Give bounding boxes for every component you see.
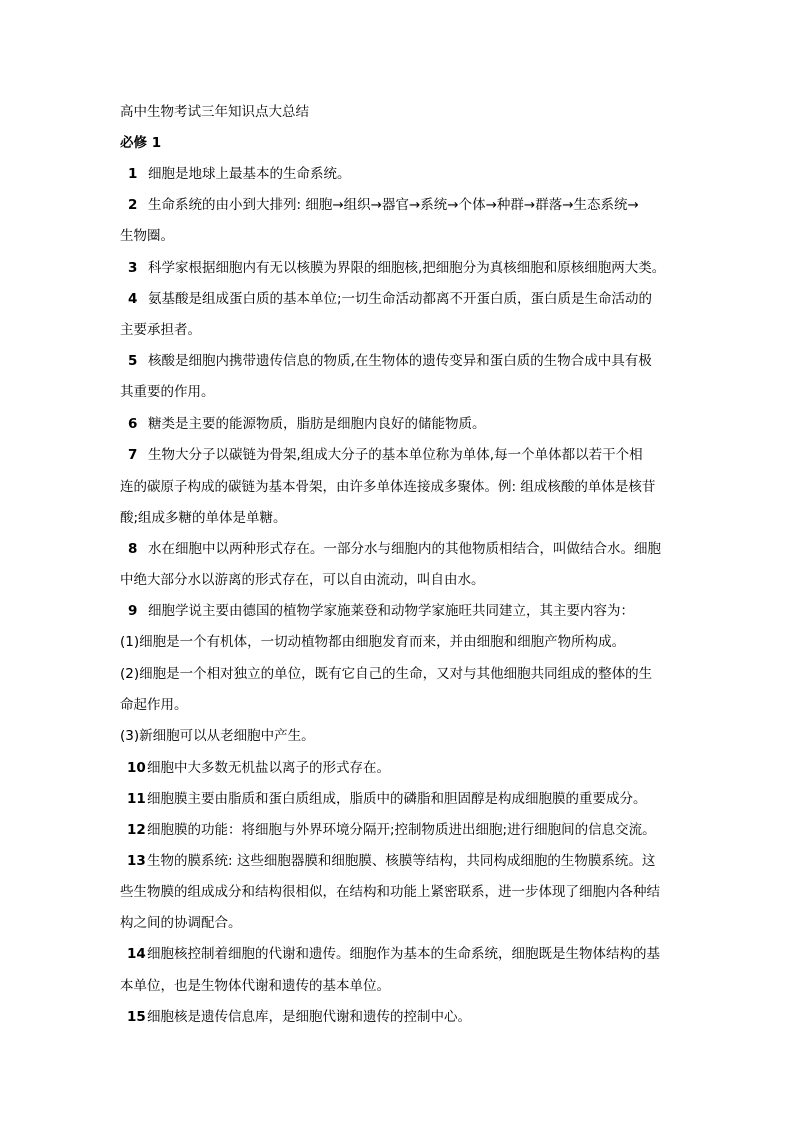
item-text: 细胞膜主要由脂质和蛋白质组成，脂质中的磷脂和胆固醇是构成细胞膜的重要成分。 xyxy=(147,791,647,807)
list-item xyxy=(127,790,647,808)
item-text: 细胞是地球上最基本的生命系统。 xyxy=(148,166,351,182)
item-text: 细胞核控制着细胞的代谢和遗传。细胞作为基本的生命系统，细胞既是生物体结构的基 xyxy=(147,946,660,962)
item-number: 2 xyxy=(128,197,138,213)
item-text: 糖类是主要的能源物质，脂肪是细胞内良好的储能物质。 xyxy=(148,416,486,432)
item-text-continued: 些生物膜的组成成分和结构很相似，在结构和功能上紧密联系，进一步体现了细胞内各种结 xyxy=(120,884,660,900)
list-item xyxy=(128,352,652,370)
list-item xyxy=(127,1008,471,1026)
item-number: 10 xyxy=(127,760,146,776)
item-number: 8 xyxy=(128,541,138,557)
item-text: 细胞核是遗传信息库，是细胞代谢和遗传的控制中心。 xyxy=(147,1009,471,1025)
list-item xyxy=(128,259,665,277)
list-item xyxy=(128,602,634,620)
item-number: 5 xyxy=(128,353,138,369)
item-text: 细胞膜的功能：将细胞与外界环境分隔开;控制物质进出细胞;进行细胞间的信息交流。 xyxy=(147,822,656,838)
item-number: 12 xyxy=(127,822,146,838)
item-text: 生物的膜系统: 这些细胞器膜和细胞膜、核膜等结构，共同构成细胞的生物膜系统。这 xyxy=(147,853,656,869)
list-item xyxy=(128,540,661,558)
item-text: 生命系统的由小到大排列: 细胞→组织→器官→系统→个体→种群→群落→生态系统→ xyxy=(148,197,639,213)
item-text-continued: 生物圈。 xyxy=(120,228,174,244)
item-number: 7 xyxy=(128,447,138,463)
item-number: 13 xyxy=(127,853,146,869)
item-text-continued: 其重要的作用。 xyxy=(120,384,215,400)
item-number: 4 xyxy=(128,291,138,307)
sub-point-continued: 命起作用。 xyxy=(120,697,188,713)
list-item xyxy=(128,446,643,464)
item-number: 15 xyxy=(127,1009,146,1025)
item-number: 1 xyxy=(128,166,138,182)
list-item xyxy=(128,415,486,433)
item-text-continued: 连的碳原子构成的碳链为基本骨架，由许多单体连接成多聚体。例: 组成核酸的单体是核苷 xyxy=(120,479,656,495)
item-text: 科学家根据细胞内有无以核膜为界限的细胞核,把细胞分为真核细胞和原核细胞两大类。 xyxy=(148,260,666,276)
item-number: 11 xyxy=(127,791,146,807)
item-number: 6 xyxy=(128,416,138,432)
item-text-continued: 中绝大部分水以游离的形式存在，可以自由流动，叫自由水。 xyxy=(120,572,485,588)
item-text: 细胞中大多数无机盐以离子的形式存在。 xyxy=(147,760,390,776)
item-text: 水在细胞中以两种形式存在。一部分水与细胞内的其他物质相结合，叫做结合水。细胞 xyxy=(148,541,661,557)
item-text-continued: 本单位，也是生物体代谢和遗传的基本单位。 xyxy=(120,978,390,994)
section-heading: 必修 1 xyxy=(120,135,162,151)
document-title: 高中生物考试三年知识点大总结 xyxy=(120,104,309,120)
item-number: 14 xyxy=(127,946,146,962)
item-number: 9 xyxy=(128,603,138,619)
list-item xyxy=(127,759,390,777)
item-number: 3 xyxy=(128,260,138,276)
list-item xyxy=(127,945,660,963)
item-text: 细胞学说主要由德国的植物学家施莱登和动物学家施旺共同建立，其主要内容为： xyxy=(148,603,634,619)
item-text-continued: 主要承担者。 xyxy=(120,322,201,338)
item-text: 氨基酸是组成蛋白质的基本单位;一切生命活动都离不开蛋白质，蛋白质是生命活动的 xyxy=(148,291,653,307)
item-text: 核酸是细胞内携带遗传信息的物质,在生物体的遗传变异和蛋白质的生物合成中具有极 xyxy=(148,353,652,369)
list-item xyxy=(127,852,655,870)
item-text-continued: 酸;组成多糖的单体是单糖。 xyxy=(120,510,287,526)
sub-point: (1)细胞是一个有机体，一切动植物都由细胞发育而来，并由细胞和细胞产物所构成。 xyxy=(120,634,626,650)
list-item xyxy=(128,196,639,214)
sub-point: (3)新细胞可以从老细胞中产生。 xyxy=(120,728,315,744)
list-item xyxy=(128,165,351,183)
list-item xyxy=(128,290,652,308)
item-text-continued: 构之间的协调配合。 xyxy=(120,915,242,931)
sub-point: (2)细胞是一个相对独立的单位，既有它自己的生命，又对与其他细胞共同组成的整体的生 xyxy=(120,666,653,682)
list-item xyxy=(127,821,656,839)
item-text: 生物大分子以碳链为骨架,组成大分子的基本单位称为单体,每一个单体都以若干个相 xyxy=(148,447,643,463)
